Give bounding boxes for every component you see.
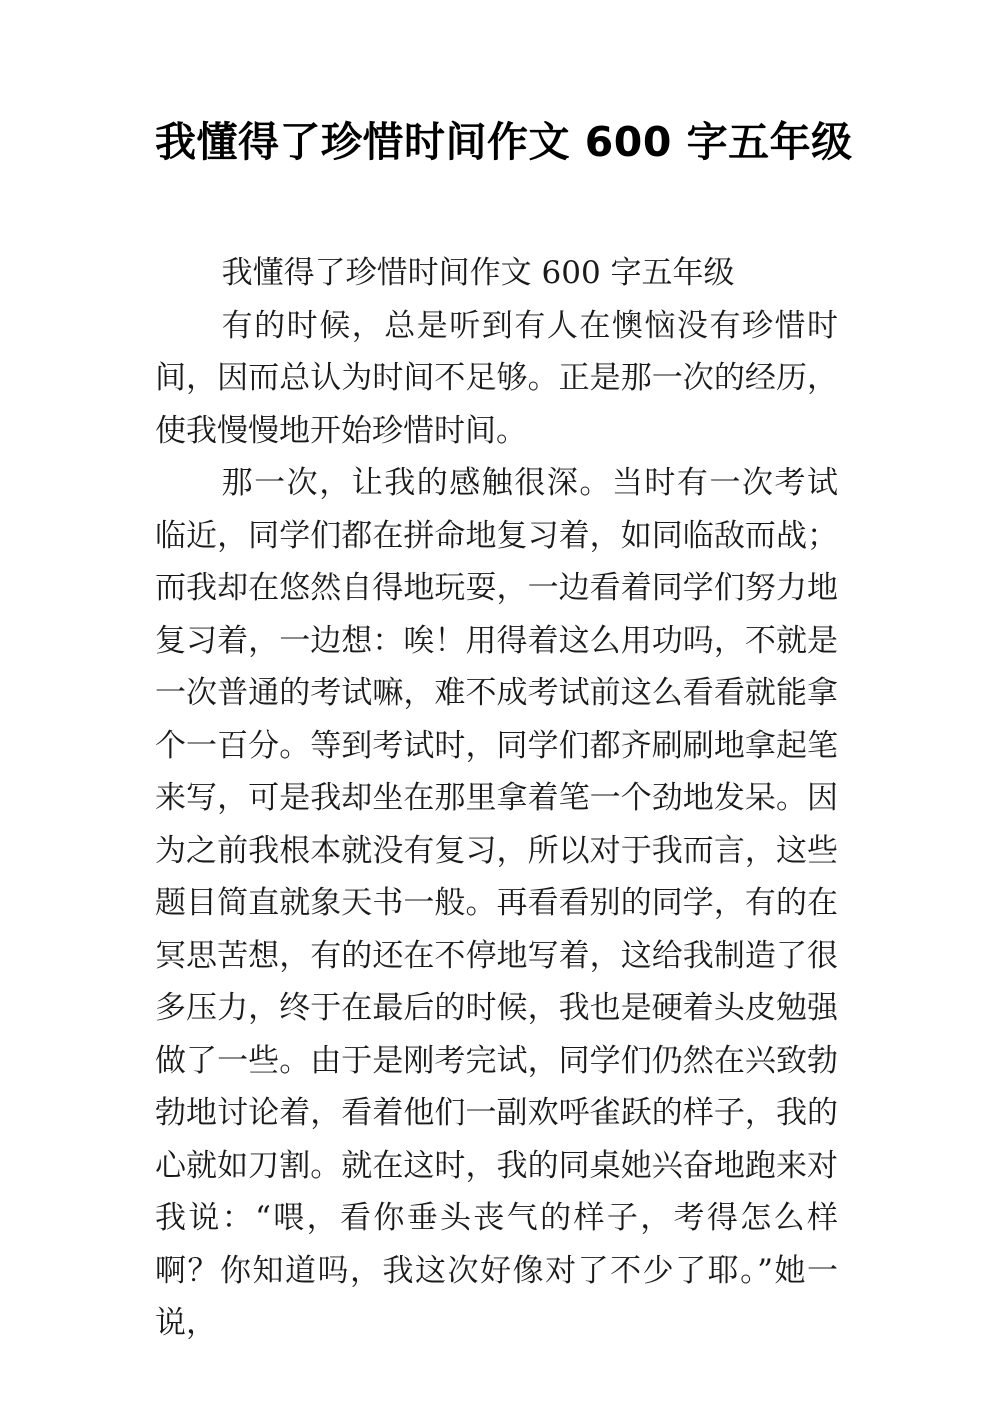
subtitle-paragraph: 我懂得了珍惜时间作文 600 字五年级 [221, 255, 735, 292]
document-body [155, 247, 838, 1350]
document-title: 我懂得了珍惜时间作文 600 字五年级 [155, 118, 853, 166]
intro-paragraph: 有的时候，总是听到有人在懊恼没有珍惜时间，因而总认为时间不足够。正是那一次的经历，使我慢慢地开始珍惜时间。 [155, 307, 838, 449]
story-paragraph: 那一次，让我的感触很深。当时有一次考试临近，同学们都在拼命地复习着，如同临敌而战；而我却在悠然自得地玩耍，一边看着同学们努力地复习着，一边想：唉！用得着这么用功吗，不就是一次普通的考试嘛，难不成考试前这么看看就能拿个一百分。等到考试时，同学们都齐刷刷地拿起笔来写，可是我却坐在那里拿着笔一个劲地发呆。因为之前我根本就没有复习，所以对于我而言，这些题目简直就象天书一般。再看看别的同学，有的在冥思苦想，有的还在不停地写着，这给我制造了很多压力，终于在最后的时候，我也是硬着头皮勉强做了一些。由于是刚考完试，同学们仍然在兴致勃勃地讨论着，看着他们一副欢呼雀跃的样子，我的心就如刀割。就在这时，我的同桌她兴奋地跑来对我说：“喂，看你垂头丧气的样子，考得怎么样啊？你知道吗，我这次好像对了不少了耶。”她一说， [155, 465, 838, 1342]
